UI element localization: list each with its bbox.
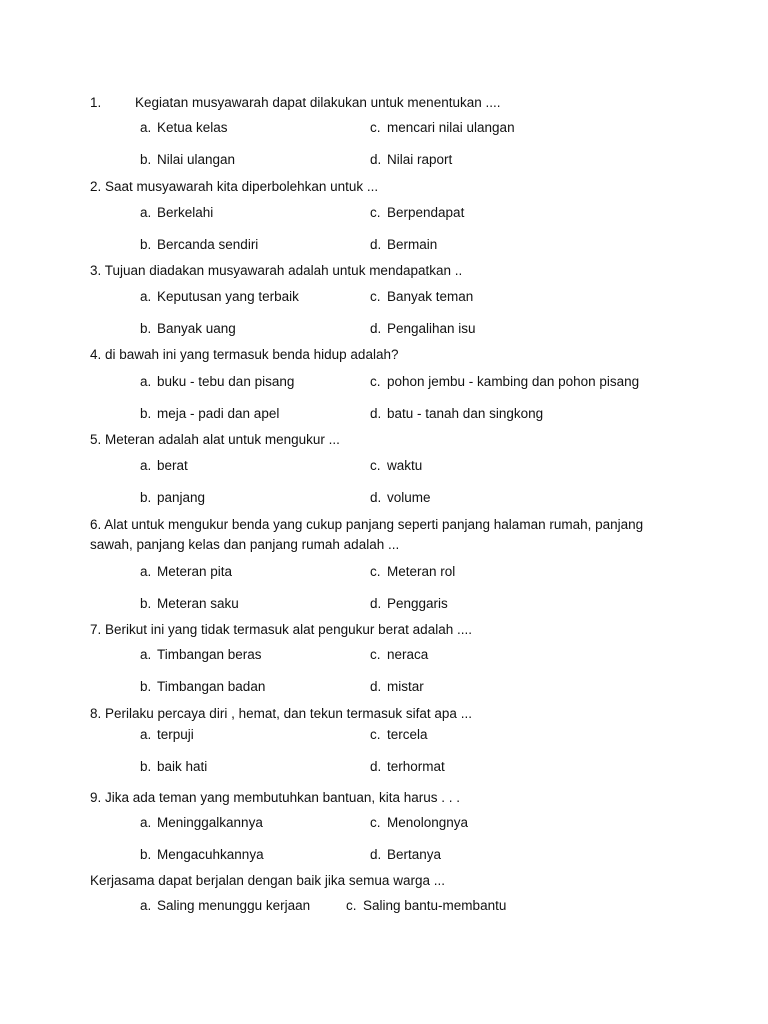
- option-b: [140, 757, 207, 777]
- option-letter: b.: [140, 237, 152, 252]
- option-letter: b.: [140, 847, 152, 862]
- option-letter: a.: [140, 289, 152, 304]
- option-text: Meteran saku: [157, 596, 239, 611]
- question-8: 8. Perilaku percaya diri , hemat, dan tekun termasuk sifat apa ...: [90, 706, 472, 721]
- option-text: mencari nilai ulangan: [387, 120, 515, 135]
- option-text: panjang: [157, 490, 206, 505]
- option-text: Saling menunggu kerjaan: [157, 898, 311, 913]
- option-c: [346, 896, 506, 916]
- option-c: [370, 813, 468, 833]
- option-text: meja - padi dan apel: [157, 406, 280, 421]
- option-letter: a.: [140, 458, 152, 473]
- option-text: Timbangan beras: [157, 647, 262, 662]
- option-text: neraca: [387, 647, 429, 662]
- option-letter: c.: [370, 647, 381, 662]
- option-text: tercela: [387, 727, 428, 742]
- option-d: [370, 150, 452, 170]
- option-a: [140, 203, 213, 223]
- option-text: Penggaris: [387, 596, 448, 611]
- option-c: [370, 645, 428, 665]
- option-text: Meteran rol: [387, 564, 456, 579]
- option-letter: b.: [140, 152, 152, 167]
- option-a: [140, 725, 194, 745]
- option-a: [140, 813, 263, 833]
- option-letter: b.: [140, 406, 152, 421]
- option-b: [140, 404, 279, 424]
- option-text: Bercanda sendiri: [157, 237, 259, 252]
- option-d: [370, 677, 424, 697]
- option-text: terhormat: [387, 759, 445, 774]
- option-letter: c.: [370, 374, 381, 389]
- option-letter: b.: [140, 759, 152, 774]
- option-a: [140, 456, 188, 476]
- option-c: [370, 725, 428, 745]
- option-letter: d.: [370, 152, 382, 167]
- option-text: Pengalihan isu: [387, 321, 476, 336]
- option-d: [370, 319, 476, 339]
- option-d: [370, 594, 448, 614]
- option-text: Nilai raport: [387, 152, 453, 167]
- question-3: 3. Tujuan diadakan musyawarah adalah untuk mendapatkan ..: [90, 263, 463, 278]
- option-letter: c.: [370, 564, 381, 579]
- option-b: [140, 845, 264, 865]
- option-letter: a.: [140, 727, 152, 742]
- option-letter: c.: [370, 458, 381, 473]
- option-letter: c.: [370, 815, 381, 830]
- option-letter: c.: [346, 898, 357, 913]
- option-text: Bertanya: [387, 847, 442, 862]
- option-b: [140, 235, 258, 255]
- option-b: [140, 677, 265, 697]
- option-text: Banyak teman: [387, 289, 474, 304]
- option-text: waktu: [387, 458, 423, 473]
- option-d: [370, 488, 431, 508]
- option-c: [370, 456, 422, 476]
- option-letter: a.: [140, 374, 152, 389]
- option-a: [140, 645, 262, 665]
- option-text: buku - tebu dan pisang: [157, 374, 295, 389]
- option-letter: d.: [370, 406, 382, 421]
- question-1: [90, 93, 670, 113]
- option-d: [370, 845, 441, 865]
- option-letter: b.: [140, 596, 152, 611]
- option-text: Meninggalkannya: [157, 815, 263, 830]
- option-c: [370, 372, 639, 392]
- option-text: Ketua kelas: [157, 120, 228, 135]
- option-d: [370, 757, 445, 777]
- option-a: [140, 372, 294, 392]
- option-letter: d.: [370, 679, 382, 694]
- question-7: 7. Berikut ini yang tidak termasuk alat pengukur berat adalah ....: [90, 622, 472, 637]
- option-letter: d.: [370, 490, 382, 505]
- option-letter: a.: [140, 205, 152, 220]
- option-text: Bermain: [387, 237, 438, 252]
- option-text: mistar: [387, 679, 424, 694]
- option-letter: c.: [370, 727, 381, 742]
- option-a: [140, 896, 310, 916]
- option-letter: a.: [140, 120, 152, 135]
- option-a: [140, 562, 232, 582]
- option-text: pohon jembu - kambing dan pohon pisang: [387, 374, 640, 389]
- option-letter: a.: [140, 815, 152, 830]
- option-a: [140, 118, 228, 138]
- option-letter: b.: [140, 490, 152, 505]
- option-c: [370, 562, 455, 582]
- option-text: volume: [387, 490, 431, 505]
- question-6: 6. Alat untuk mengukur benda yang cukup panjang seperti panjang halaman rumah, panjang sawah, panjang kelas dan panjang rumah adalah ...: [90, 517, 644, 552]
- option-c: [370, 287, 473, 307]
- question-5: 5. Meteran adalah alat untuk mengukur ...: [90, 432, 340, 447]
- option-b: [140, 150, 235, 170]
- option-d: [370, 404, 543, 424]
- option-letter: d.: [370, 321, 382, 336]
- option-letter: a.: [140, 898, 152, 913]
- option-letter: c.: [370, 289, 381, 304]
- question-9: 9. Jika ada teman yang membutuhkan bantuan, kita harus . . .: [90, 790, 460, 805]
- option-text: Berkelahi: [157, 205, 214, 220]
- option-text: terpuji: [157, 727, 194, 742]
- option-text: Mengacuhkannya: [157, 847, 264, 862]
- option-text: Saling bantu-membantu: [363, 898, 507, 913]
- option-b: [140, 319, 236, 339]
- question-4: 4. di bawah ini yang termasuk benda hidup adalah?: [90, 347, 399, 362]
- option-d: [370, 235, 437, 255]
- option-text: Timbangan badan: [157, 679, 266, 694]
- option-letter: c.: [370, 120, 381, 135]
- option-c: [370, 203, 464, 223]
- option-letter: d.: [370, 596, 382, 611]
- option-c: [370, 118, 515, 138]
- option-letter: b.: [140, 321, 152, 336]
- option-text: berat: [157, 458, 188, 473]
- option-b: [140, 594, 239, 614]
- option-text: batu - tanah dan singkong: [387, 406, 544, 421]
- option-letter: a.: [140, 564, 152, 579]
- option-text: Banyak uang: [157, 321, 236, 336]
- option-text: Menolongnya: [387, 815, 469, 830]
- option-text: Nilai ulangan: [157, 152, 236, 167]
- option-letter: d.: [370, 237, 382, 252]
- option-text: Keputusan yang terbaik: [157, 289, 299, 304]
- option-text: baik hati: [157, 759, 208, 774]
- option-letter: b.: [140, 679, 152, 694]
- option-letter: c.: [370, 205, 381, 220]
- option-text: Berpendapat: [387, 205, 465, 220]
- option-letter: d.: [370, 759, 382, 774]
- option-letter: a.: [140, 647, 152, 662]
- option-letter: d.: [370, 847, 382, 862]
- option-text: Meteran pita: [157, 564, 233, 579]
- question-number: 1.: [90, 95, 102, 110]
- question-10: Kerjasama dapat berjalan dengan baik jika semua warga ...: [90, 873, 445, 888]
- question-text: Kegiatan musyawarah dapat dilakukan untuk menentukan ....: [135, 95, 501, 110]
- option-a: [140, 287, 299, 307]
- question-2: 2. Saat musyawarah kita diperbolehkan untuk ...: [90, 179, 379, 194]
- option-b: [140, 488, 205, 508]
